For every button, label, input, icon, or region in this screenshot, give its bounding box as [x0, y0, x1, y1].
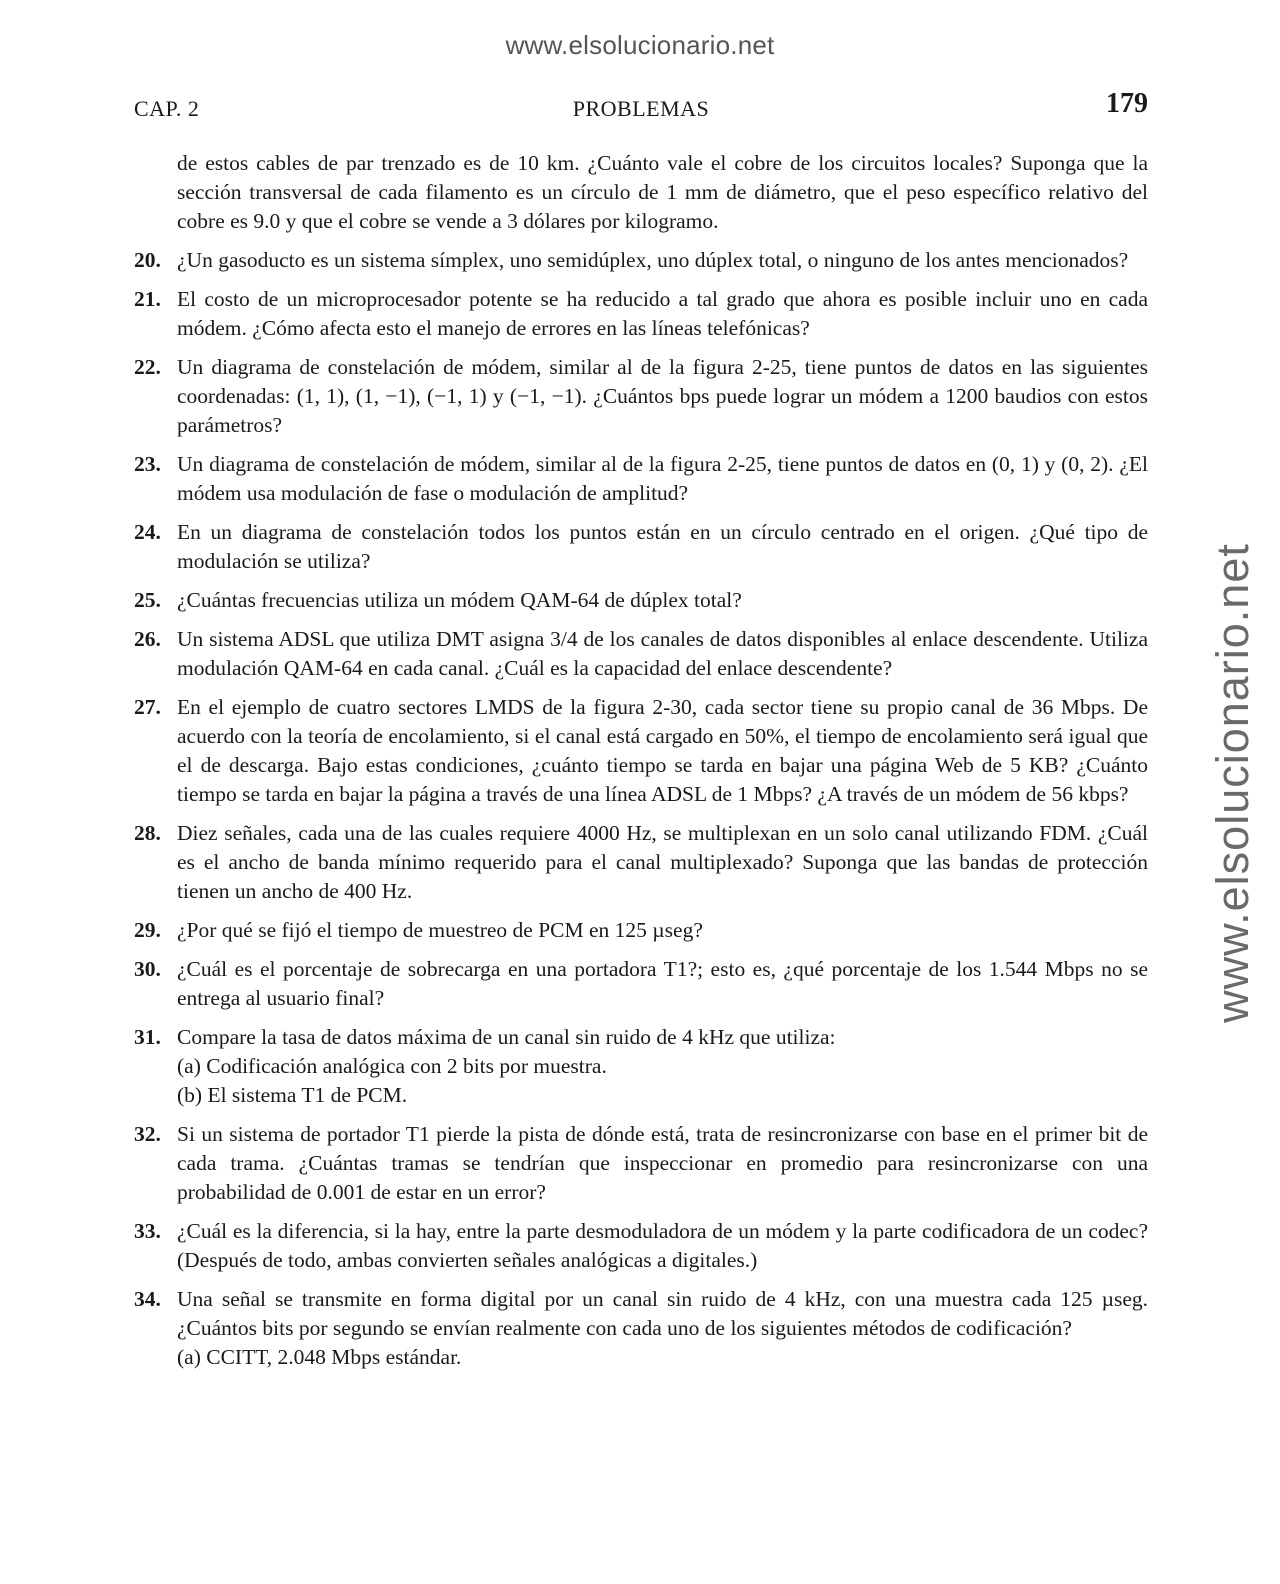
watermark-top: www.elsolucionario.net	[505, 30, 775, 60]
problem-list	[134, 149, 1148, 1382]
problem-text: Una señal se transmite en forma digital por un canal sin ruido de 4 kHz, con una muestra cada 125 µseg. ¿Cuántos bits por segundo se envían realmente con cada uno de los siguientes métodos de codificación?	[177, 1287, 1148, 1340]
continuation-paragraph: de estos cables de par trenzado es de 10 km. ¿Cuánto vale el cobre de los circuitos locales? Suponga que la sección transversal de cada filamento es un círculo de 1 mm de diámetro, que el peso específico relativo del cobre es 9.0 y que el cobre se vende a 3 dólares por kilogramo.	[177, 151, 1148, 233]
problem-item	[134, 693, 1148, 809]
problem-item	[134, 625, 1148, 683]
problem-subitem: (a) Codificación analógica con 2 bits por muestra.	[177, 1054, 607, 1078]
problem-number: 21.	[134, 287, 161, 311]
running-head	[134, 88, 1148, 122]
problem-item	[134, 353, 1148, 440]
problem-number: 25.	[134, 588, 161, 612]
problem-text: Un diagrama de constelación de módem, similar al de la figura 2-25, tiene puntos de datos en (0, 1) y (0, 2). ¿El módem usa modulación de fase o modulación de amplitud?	[177, 452, 1148, 505]
problem-item	[134, 1285, 1148, 1372]
problem-number: 23.	[134, 452, 161, 476]
problem-number: 20.	[134, 248, 161, 272]
problem-item	[134, 819, 1148, 906]
problem-number: 30.	[134, 957, 161, 981]
problem-text: ¿Cuál es la diferencia, si la hay, entre la parte desmoduladora de un módem y la parte codificadora de un codec? (Después de todo, ambas convierten señales analógicas a digitales.)	[177, 1219, 1148, 1272]
problem-item	[134, 450, 1148, 508]
problem-text: ¿Cuál es el porcentaje de sobrecarga en una portadora T1?; esto es, ¿qué porcentaje de los 1.544 Mbps no se entrega al usuario final?	[177, 957, 1148, 1010]
problems-container	[134, 246, 1148, 1372]
problem-text: Un sistema ADSL que utiliza DMT asigna 3/4 de los canales de datos disponibles al enlace descendente. Utiliza modulación QAM-64 en cada canal. ¿Cuál es la capacidad del enlace descendente?	[177, 627, 1148, 680]
problem-subitem: (b) El sistema T1 de PCM.	[177, 1083, 408, 1107]
problem-item	[134, 916, 1148, 945]
problem-number: 24.	[134, 520, 161, 544]
problem-number: 22.	[134, 355, 161, 379]
problem-text: Un diagrama de constelación de módem, similar al de la figura 2-25, tiene puntos de datos en las siguientes coordenadas: (1, 1), (1, −1), (−1, 1) y (−1, −1). ¿Cuántos bps puede lograr un módem a 1200 baudios con estos parámetros?	[177, 355, 1148, 437]
section-title: PROBLEMAS	[572, 96, 710, 121]
problem-item	[134, 586, 1148, 615]
problem-number: 29.	[134, 918, 161, 942]
problem-item	[134, 246, 1148, 275]
problem-subitems	[177, 1343, 1148, 1372]
problem-item	[134, 518, 1148, 576]
problem-text: Compare la tasa de datos máxima de un canal sin ruido de 4 kHz que utiliza:	[177, 1025, 836, 1049]
problem-item	[134, 1217, 1148, 1275]
problem-item	[134, 1023, 1148, 1110]
problem-number: 34.	[134, 1287, 161, 1311]
problem-number: 33.	[134, 1219, 161, 1243]
chapter-label: CAP. 2	[134, 96, 200, 121]
problem-text: Diez señales, cada una de las cuales requiere 4000 Hz, se multiplexan en un solo canal utilizando FDM. ¿Cuál es el ancho de banda mínimo requerido para el canal multiplexado? Suponga que las bandas de protección tienen un ancho de 400 Hz.	[177, 821, 1148, 903]
problem-subitem: (a) CCITT, 2.048 Mbps estándar.	[177, 1345, 462, 1369]
problem-item	[134, 955, 1148, 1013]
problem-number: 28.	[134, 821, 161, 845]
problem-text: Si un sistema de portador T1 pierde la pista de dónde está, trata de resincronizarse con base en el primer bit de cada trama. ¿Cuántas tramas se tendrían que inspeccionar en promedio para resincronizarse con una probabilidad de 0.001 de estar en un error?	[177, 1122, 1148, 1204]
problem-text: El costo de un microprocesador potente se ha reducido a tal grado que ahora es posible incluir uno en cada módem. ¿Cómo afecta esto el manejo de errores en las líneas telefónicas?	[177, 287, 1148, 340]
problem-item	[134, 285, 1148, 343]
problem-number: 32.	[134, 1122, 161, 1146]
problem-text: ¿Un gasoducto es un sistema símplex, uno semidúplex, uno dúplex total, o ninguno de los antes mencionados?	[177, 248, 1129, 272]
problem-item	[134, 1120, 1148, 1207]
problem-text: ¿Por qué se fijó el tiempo de muestreo de PCM en 125 µseg?	[177, 918, 703, 942]
problem-subitems	[177, 1052, 1148, 1110]
problem-text: En el ejemplo de cuatro sectores LMDS de la figura 2-30, cada sector tiene su propio canal de 36 Mbps. De acuerdo con la teoría de encolamiento, si el canal está cargado en 50%, el tiempo de encolamiento será igual que el de descarga. Bajo estas condiciones, ¿cuánto tiempo se tarda en bajar una página Web de 5 KB? ¿Cuánto tiempo se tarda en bajar la página a través de una línea ADSL de 1 Mbps? ¿A través de un módem de 56 kbps?	[177, 695, 1148, 806]
problem-number: 27.	[134, 695, 161, 719]
problem-text: En un diagrama de constelación todos los puntos están en un círculo centrado en el origen. ¿Qué tipo de modulación se utiliza?	[177, 520, 1148, 573]
problem-text: ¿Cuántas frecuencias utiliza un módem QAM-64 de dúplex total?	[177, 588, 742, 612]
problem-number: 26.	[134, 627, 161, 651]
watermark-side: www.elsolucionario.net	[1207, 543, 1258, 1023]
problem-number: 31.	[134, 1025, 161, 1049]
page-number: 179	[1106, 88, 1148, 119]
